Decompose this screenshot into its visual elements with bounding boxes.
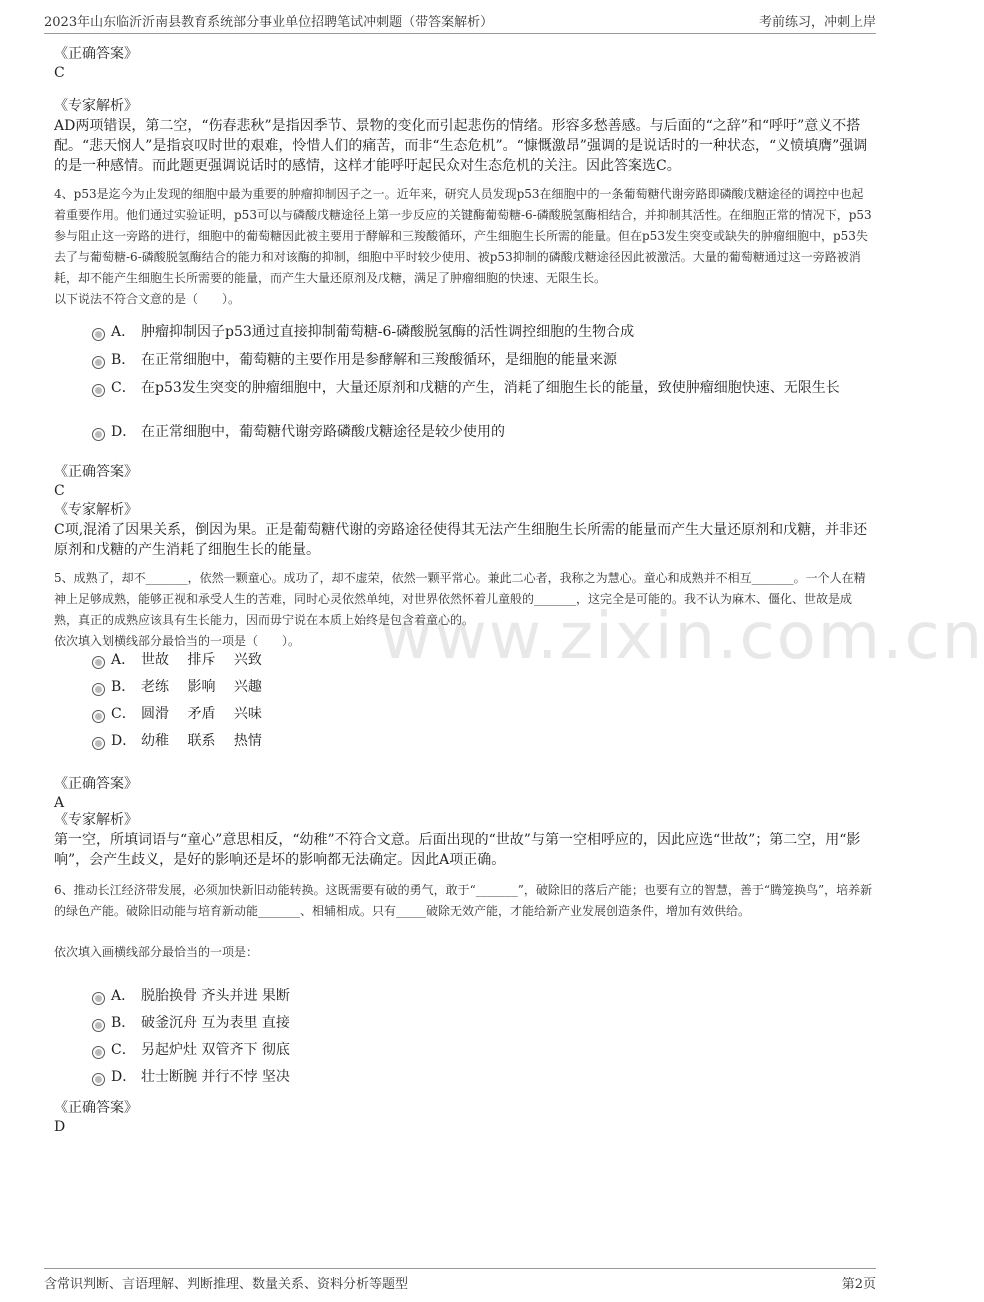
page-footer [44,1268,876,1294]
option-text: 另起炉灶 双管齐下 彻底 [141,1042,290,1058]
option-text: 圆滑 矛盾 兴味 [141,706,262,722]
q6-answer-block [54,1098,874,1136]
answer-value: C [54,483,65,499]
radio-icon[interactable] [92,356,105,369]
option-text: 破釜沉舟 互为表里 直接 [141,1015,290,1031]
expert-heading: 《专家解析》 [54,502,138,518]
option-text: 肿瘤抑制因子p53通过直接抑制葡萄糖-6-磷酸脱氢酶的活性调控细胞的生物合成 [141,324,635,340]
answer-value: A [54,795,65,811]
option-b[interactable] [92,1011,872,1038]
q6-options [92,984,872,1092]
option-b[interactable] [92,348,872,376]
q5-explanation-block [54,810,874,870]
document-title: 2023年山东临沂沂南县教育系统部分事业单位招聘笔试冲刺题（带答案解析） [44,15,494,30]
radio-icon[interactable] [92,992,105,1005]
option-d[interactable] [92,1065,872,1092]
option-label: C． [111,1042,136,1058]
option-d[interactable] [92,729,872,756]
explanation-text: AD两项错误，第二空，“伤春悲秋”是指因季节、景物的变化而引起悲伤的情绪。形容多愁善感。与后面的“之辞”和“呼吁”意义不搭配。“悲天悯人”是指哀叹时世的艰难，怜惜人们的痛苦，而非“生态危机”。“慷慨激昂”强调的是说话时的一种状态，“义愤填膺”强调的是一种感情。而此题更强调说话时的感情，这样才能呼吁起民众对生态危机的关注。因此答案选C。 [54,118,868,174]
q4-options [92,320,872,448]
q4-explanation-block [54,500,874,560]
option-label: D． [111,733,137,749]
q3-explanation-block [54,96,874,176]
page-header [44,10,876,34]
q3-answer-block [54,44,874,82]
question-stem: 4、p53是迄今为止发现的细胞中最为重要的肿瘤抑制因子之一。近年来，研究人员发现p53在细胞中的一条葡萄糖代谢旁路即磷酸戊糖途径的调控中也起着重要作用。他们通过实验证明，p53可以与磷酸戊糖途径上第一步反应的关键酶葡萄糖-6-磷酸脱氢酶相结合，并抑制其活性。在细胞正常的情况下，p53参与阻止这一旁路的进行，细胞中的葡萄糖因此被主要用于酵解和三羧酸循环，产生细胞生长所需的能量。但在p53发生突变或缺失的肿瘤细胞中，p53失去了与葡萄糖-6-磷酸脱氢酶结合的能力和对该酶的抑制，细胞中平时较少使用、被p53抑制的磷酸戊糖途径因此被激活。大量的葡萄糖通过这一旁路被消耗，却不能产生细胞生长所需要的能量，而产生大量还原剂及戊糖，满足了肿瘤细胞的快速、无限生长。 [54,187,872,285]
explanation-text: 第一空，所填词语与“童心”意思相反，“幼稚”不符合文意。后面出现的“世故”与第一空相呼应的，因此应选“世故”；第二空，用“影响”，会产生歧义，是好的影响还是坏的影响都无法确定。因此A项正确。 [54,832,861,868]
option-text: 幼稚 联系 热情 [141,733,262,749]
question-prompt: 以下说法不符合文意的是（ ）。 [54,292,241,306]
option-label: B． [111,352,136,368]
radio-icon[interactable] [92,1046,105,1059]
option-label: A． [111,652,136,668]
q5-answer-block [54,774,874,812]
option-label: D． [111,424,137,440]
question-5 [54,568,874,652]
q4-answer-block [54,462,874,500]
option-text: 在正常细胞中，葡萄糖代谢旁路磷酸戊糖途径是较少使用的 [141,424,505,440]
option-label: B． [111,679,136,695]
radio-icon[interactable] [92,710,105,723]
page-number: 第2页 [841,1277,876,1292]
option-text: 老练 影响 兴趣 [141,679,262,695]
answer-value: D [54,1119,66,1135]
option-label: A． [111,988,136,1004]
option-text: 脱胎换骨 齐头并进 果断 [141,988,290,1004]
option-text: 世故 排斥 兴致 [141,652,262,668]
radio-icon[interactable] [92,1073,105,1086]
option-c[interactable] [92,702,872,729]
option-c[interactable] [92,1038,872,1065]
radio-icon[interactable] [92,683,105,696]
option-text: 在正常细胞中，葡萄糖的主要作用是参酵解和三羧酸循环，是细胞的能量来源 [141,352,617,368]
question-stem: 5、成熟了，却不_______，依然一颗童心。成功了，却不虚荣，依然一颗平常心。兼此二心者，我称之为慧心。童心和成熟并不相互_______。一个人在精神上足够成熟，能够正视和承受人生的苦难，同时心灵依然单纯，对世界依然怀着儿童般的_______，这完全是可能的。我不认为麻木、僵化、世故是成熟，真正的成熟应该具有生长能力，因而毋宁说在本质上始终是包含着童心的。 [54,571,866,627]
option-d[interactable] [92,420,872,448]
question-6 [54,880,874,963]
option-label: B． [111,1015,136,1031]
option-label: A． [111,324,136,340]
answer-heading: 《正确答案》 [54,464,138,480]
explanation-text: C项,混淆了因果关系，倒因为果。正是葡萄糖代谢的旁路途径使得其无法产生细胞生长所需的能量而产生大量还原剂和戊糖，并非还原剂和戊糖的产生消耗了细胞生长的能量。 [54,522,868,558]
question-4 [54,184,874,310]
option-label: D． [111,1069,137,1085]
question-prompt: 依次填入画横线部分最恰当的一项是： [54,945,259,959]
option-b[interactable] [92,675,872,702]
option-text: 壮士断腕 并行不悖 坚决 [141,1069,290,1085]
option-label: C． [111,706,136,722]
option-c[interactable] [54,376,872,420]
expert-heading: 《专家解析》 [54,98,138,114]
option-a[interactable] [92,320,872,348]
radio-icon[interactable] [92,1019,105,1032]
option-label: C． [111,380,136,396]
radio-icon[interactable] [92,384,105,397]
radio-icon[interactable] [92,737,105,750]
watermark: www.zixin.com.cn [380,600,984,674]
answer-heading: 《正确答案》 [54,46,138,62]
radio-icon[interactable] [92,428,105,441]
q5-options [92,648,872,756]
radio-icon[interactable] [92,328,105,341]
answer-value: C [54,65,65,81]
header-slogan: 考前练习，冲刺上岸 [758,15,876,30]
footer-topics: 含常识判断、言语理解、判断推理、数量关系、资料分析等题型 [44,1277,409,1292]
expert-heading: 《专家解析》 [54,812,138,828]
answer-heading: 《正确答案》 [54,1100,138,1116]
answer-heading: 《正确答案》 [54,776,138,792]
option-a[interactable] [92,648,872,675]
question-stem: 6、推动长江经济带发展，必须加快新旧动能转换。这既需要有破的勇气，敢于“_______”，破除旧的落后产能；也要有立的智慧，善于“腾笼换鸟”，培养新的绿色产能。破除旧动能与培育新动能_______、相辅相成。只有_____破除无效产能，才能给新产业发展创造条件，增加有效供给。 [54,883,873,918]
question-prompt: 依次填入划横线部分最恰当的一项是（ ）。 [54,634,301,648]
option-text: 在p53发生突变的肿瘤细胞中，大量还原剂和戊糖的产生，消耗了细胞生长的能量，致使肿瘤细胞快速、无限生长 [141,380,840,396]
option-a[interactable] [92,984,872,1011]
radio-icon[interactable] [92,656,105,669]
